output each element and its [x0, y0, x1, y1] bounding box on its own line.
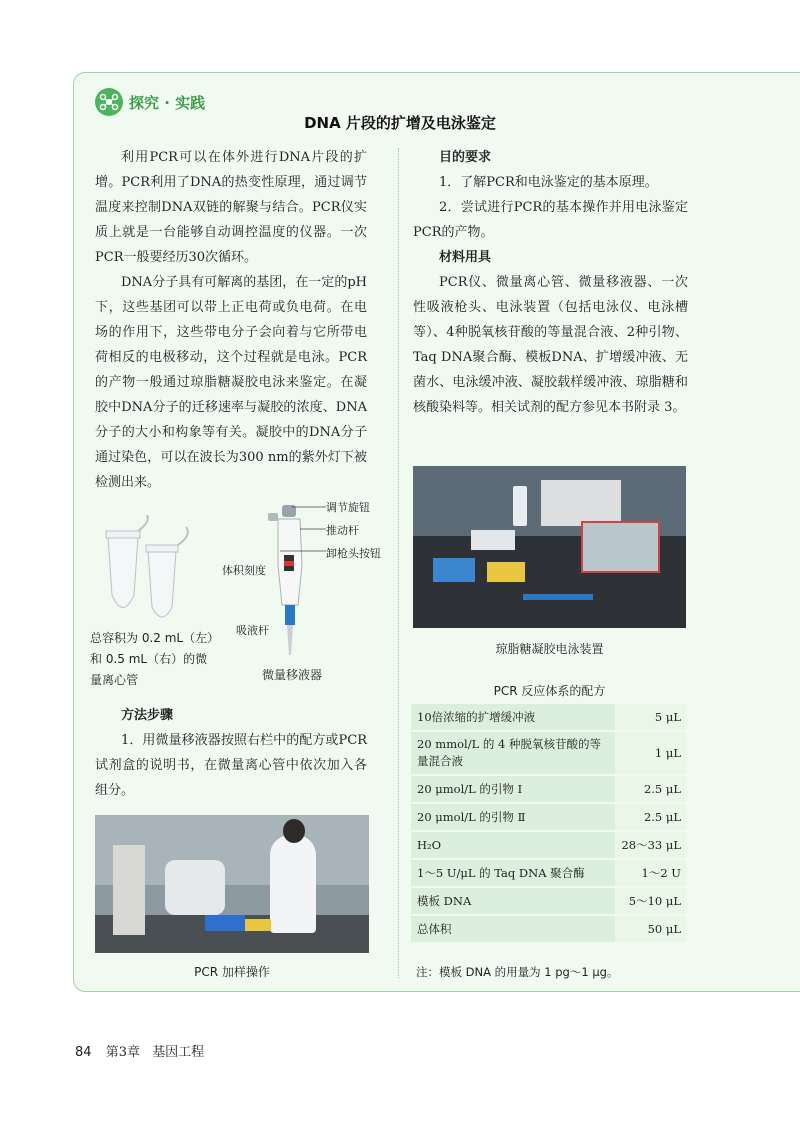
- table-row: [411, 859, 687, 887]
- intro-paragraph-pcr: 利用PCR可以在体外进行DNA片段的扩增。PCR利用了DNA的热变性原理，通过调节温度来控制DNA双链的解聚与结合。PCR仪实质上就是一台能够自动调控温度的仪器。一次PCR一般要经历30次循环。: [95, 150, 367, 265]
- pcr-loading-caption: PCR 加样操作: [194, 965, 270, 979]
- tube-caption-line-3: 量离心管: [90, 673, 139, 687]
- table-row: [411, 803, 687, 831]
- method-section: [95, 703, 367, 803]
- chapter-label: 第3章: [105, 1045, 140, 1060]
- section-label: 基因工程: [152, 1045, 205, 1060]
- goal-item-2: 2．尝试进行PCR的基本操作并用电泳鉴定PCR的产物。: [413, 200, 688, 240]
- table-cell-item: 1～5 U/μL 的 Taq DNA 聚合酶: [411, 859, 615, 887]
- table-note: 注：模板 DNA 的用量为 1 pg～1 μg。: [416, 965, 619, 979]
- tube-caption-line-2: 和 0.5 mL（右）的微: [90, 652, 208, 666]
- label-adjust-knob: 调节旋钮: [326, 501, 370, 514]
- materials-heading: 材料用具: [439, 250, 492, 265]
- table-cell-item: 20 μmol/L 的引物 Ⅱ: [411, 803, 615, 831]
- label-plunger: 推动杆: [326, 524, 359, 537]
- method-step-1: 1．用微量移液器按照右栏中的配方或PCR试剂盒的说明书，在微量离心管中依次加入各组分。: [95, 733, 367, 798]
- table-cell-amount: 1～2 U: [615, 859, 687, 887]
- label-volume-scale: 体积刻度: [222, 564, 266, 577]
- section-header: [95, 88, 205, 116]
- page-footer: [75, 1041, 204, 1060]
- page-title: DNA 片段的扩增及电泳鉴定: [304, 114, 496, 132]
- section-header-label: 探究 · 实践: [129, 93, 206, 112]
- table-row: [411, 831, 687, 859]
- pipette-leader-lines: [270, 505, 330, 635]
- pcr-recipe-table: [411, 704, 687, 944]
- goal-item-1: 1．了解PCR和电泳鉴定的基本原理。: [439, 175, 658, 190]
- intro-paragraph-electrophoresis: DNA分子具有可解离的基团，在一定的pH下，这些基团可以带上正电荷或负电荷。在电场的作用下，这些带电分子会向着与它所带电荷相反的电极移动，这个过程就是电泳。PCR的产物一般通过琼脂糖凝胶电泳来鉴定。在凝胶中DNA分子的迁移速率与凝胶的浓度、DNA分子的大小和构象等有关。凝胶中的DNA分子通过染色，可以在波长为300 nm的紫外灯下被检测出来。: [95, 275, 367, 490]
- table-cell-item: 20 mmol/L 的 4 种脱氧核苷酸的等量混合液: [411, 731, 615, 775]
- table-cell-item: 总体积: [411, 915, 615, 943]
- goal-heading: 目的要求: [439, 150, 492, 165]
- table-cell-amount: 2.5 μL: [615, 775, 687, 803]
- table-cell-amount: 50 μL: [615, 915, 687, 943]
- tube-caption: [90, 628, 219, 691]
- electrophoresis-caption: 琼脂糖凝胶电泳装置: [495, 642, 604, 656]
- label-suction-shaft: 吸液杆: [236, 624, 269, 637]
- label-tip-ejector: 卸枪头按钮: [326, 547, 381, 560]
- pcr-loading-photo: [95, 815, 369, 953]
- page-number: 84: [75, 1045, 92, 1060]
- table-cell-amount: 5～10 μL: [615, 887, 687, 915]
- table-row: [411, 775, 687, 803]
- tube-large: [146, 527, 188, 617]
- column-divider: [398, 148, 399, 978]
- table-row: [411, 915, 687, 943]
- left-column: [95, 145, 367, 495]
- table-row: [411, 731, 687, 775]
- table-row: [411, 887, 687, 915]
- table-cell-item: 20 μmol/L 的引物 Ⅰ: [411, 775, 615, 803]
- table-row: [411, 704, 687, 731]
- molecule-icon: [95, 88, 123, 116]
- electrophoresis-photo: [413, 466, 686, 628]
- tube-small: [106, 515, 148, 608]
- table-cell-item: 模板 DNA: [411, 887, 615, 915]
- table-title: PCR 反应体系的配方: [493, 684, 606, 698]
- method-heading: 方法步骤: [121, 708, 174, 723]
- tube-caption-line-1: 总容积为 0.2 mL（左）: [90, 631, 220, 645]
- table-cell-item: 10倍浓缩的扩增缓冲液: [411, 704, 615, 731]
- table-cell-amount: 2.5 μL: [615, 803, 687, 831]
- table-cell-amount: 1 μL: [615, 731, 687, 775]
- centrifuge-tubes-illustration: [100, 515, 200, 625]
- table-cell-amount: 28～33 μL: [615, 831, 687, 859]
- table-cell-item: H₂O: [411, 831, 615, 859]
- table-cell-amount: 5 μL: [615, 704, 687, 731]
- right-column: [413, 145, 688, 420]
- materials-paragraph: PCR仪、微量离心管、微量移液器、一次性吸液枪头、电泳装置（包括电泳仪、电泳槽等）、4种脱氧核苷酸的等量混合液、2种引物、Taq DNA聚合酶、模板DNA、扩增缓冲液、无菌水、电泳缓冲液、凝胶载样缓冲液、琼脂糖和核酸染料等。相关试剂的配方参见本书附录 3。: [413, 275, 688, 415]
- pipette-caption: 微量移液器: [262, 668, 323, 682]
